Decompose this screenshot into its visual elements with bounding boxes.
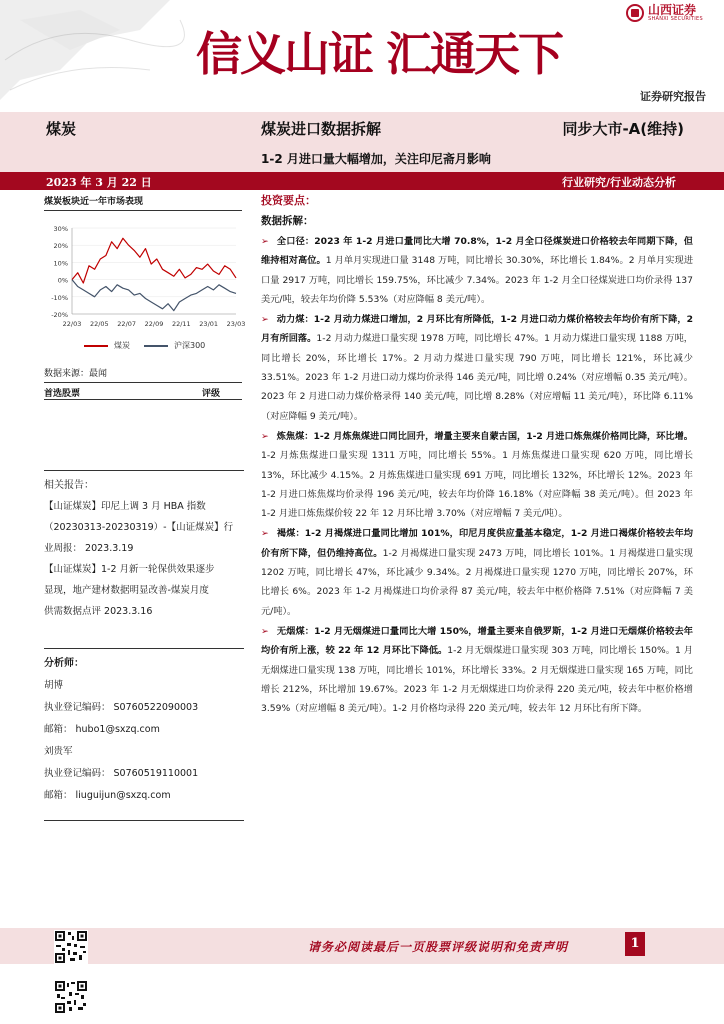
chart-legend: [84, 340, 219, 351]
y-tick-label: -20%: [51, 311, 68, 319]
paragraph-thermal: [261, 310, 693, 426]
related-report-1[interactable]: 【山证煤炭】印尼上调 3 月 HBA 指数: [44, 501, 206, 512]
logo-icon: [626, 4, 644, 22]
report-category: 行业研究/行业动态分析: [561, 176, 676, 189]
x-tick-label: 22/05: [89, 320, 109, 328]
series-line-hs300: [72, 280, 236, 311]
related-report-2-line2: 显现，地产建材数据明显改善-煤炭月度: [44, 585, 209, 596]
legend-swatch-hs300: [144, 345, 168, 347]
analysts-divider: [44, 820, 244, 821]
section-title: 投资要点：: [261, 194, 316, 207]
qr-code-icon[interactable]: [54, 930, 88, 964]
arrow-icon: ➢: [261, 314, 269, 326]
analysts-block: [44, 648, 244, 807]
qr-code-icon[interactable]: [54, 980, 88, 1014]
company-logo: [626, 4, 703, 22]
analyst-2-code: 执业登记编码： S0760519110001: [44, 768, 199, 779]
analyst-2-email[interactable]: 邮箱： liuguijun@sxzq.com: [44, 790, 171, 801]
arrow-icon: ➢: [261, 236, 269, 247]
paragraph-anthracite-text: 1-2 月无烟煤进口量实现 303 万吨，同比增长 150%。1 月无烟煤进口量实现 138 万吨，同比增长 101%，环比增长 33%。2 月无烟煤进口量实现 165 万吨，同比增长 212%，环比增加 19.67%。2023 年 1-2 月无烟煤进口均价录得 220 美元/吨，较去年中枢价格增 3.59%（对应增幅 8 美元/吨）。1-2 月价格均录得 220 美元/吨，较去年 12 月环比有所下降。: [261, 645, 693, 715]
paragraph-overall-text: 1 月单月实现进口量 3148 万吨，同比增长 30.30%，环比增长 1.84%。2 月单月实现进口量 2917 万吨，同比增长 159.75%，环比减少 7.34%。2023 年 1-2 月全口径煤炭进口均价录得 137 美元/吨，较去年均价降 5.53%（对应降幅 8 美元/吨）。: [261, 255, 694, 305]
arrow-icon: ➢: [261, 430, 269, 442]
picks-header-label: 首选股票: [44, 389, 81, 399]
sub-title: 数据拆解：: [261, 215, 314, 227]
related-report-2[interactable]: 【山证煤炭】1-2 月新一轮保供效果逐步: [44, 564, 215, 575]
main-body: [261, 192, 693, 719]
paragraph-thermal-lead: 动力煤：1-2 月动力煤进口增加，2 月环比有所降低，1-2 月进口动力煤价格较去年均价有所下降，2 月有所回落。: [261, 314, 693, 345]
analyst-1-name: 胡博: [44, 680, 64, 691]
report-type: 证券研究报告: [640, 90, 706, 103]
analyst-1-code: 执业登记编码： S0760522090003: [44, 702, 199, 713]
paragraph-coking-text: 1-2 月炼焦煤进口量实现 1311 万吨，同比增长 55%。1 月炼焦煤进口量实现 620 万吨，同比增长 13%，环比减少 4.15%。2 月炼焦煤进口量实现 691 万吨，同比增长 132%，环比增长 12%。2023 年 1-2 月进口炼焦煤均价录得 196 美元/吨，较去年均价降 16.18%（对应降幅 38 美元/吨）。但 2023 年 1-2 月进口炼焦煤价较 22 年 12 月环比增 3.70%（对应增幅 7 美元/吨）。: [261, 450, 693, 520]
x-tick-label: 22/09: [144, 320, 164, 328]
analysts-label: 分析师：: [44, 658, 84, 669]
y-tick-label: -10%: [51, 293, 68, 302]
stock-picks-header: [44, 382, 242, 400]
paragraph-lignite-lead: 褐煤：1-2 月褐煤进口量同比增加 101%，印尼月度供应量基本稳定，1-2 月进口褐煤价格较去年均价有所下降，但仍维持高位。: [261, 528, 693, 559]
paragraph-coking-lead: 炼焦煤：1-2 月炼焦煤进口同比回升，增量主要来自蒙古国，1-2 月进口炼焦煤价格同比降，环比增。: [276, 430, 693, 442]
report-title: 煤炭进口数据拆解: [261, 120, 382, 138]
related-report-2-line3: 供需数据点评 2023.3.16: [44, 606, 153, 617]
paragraph-lignite: [261, 524, 693, 620]
chart-title: 煤炭板块近一年市场表现: [44, 197, 144, 207]
rating-label: 同步大市-A(维持): [562, 120, 684, 138]
page-number: 1: [625, 932, 645, 956]
performance-chart: [44, 222, 246, 334]
y-tick-label: 10%: [53, 259, 68, 268]
y-tick-label: 20%: [53, 242, 68, 251]
rating-header-label: 评级: [202, 389, 221, 399]
industry-label: 煤炭: [46, 120, 77, 138]
legend-label-hs300: 沪深300: [174, 341, 206, 350]
legend-label-coal: 煤炭: [114, 341, 130, 350]
x-tick-label: 22/11: [171, 320, 191, 328]
data-source: 数据来源：最闻: [44, 369, 108, 379]
related-report-1-line2: （20230313-20230319）-【山证煤炭】行: [44, 522, 234, 533]
paragraph-overall: [261, 232, 693, 309]
analyst-2-name: 刘贵军: [44, 746, 73, 757]
paragraph-thermal-text: 1-2 月动力煤进口量实现 1978 万吨，同比增长 47%。1 月动力煤进口量实现 1188 万吨，同比增长 20%，环比增长 17%。2 月动力煤进口量实现 790 万吨，同比增长 121%，环比减少 33.51%。2023 年 1-2 月进口动力煤均价录得 146 美元/吨，同比增 0.24%（对应增幅 0.35 美元/吨）。2023 年 2 月进口动力煤价格录得 140 美元/吨，同比增 8.28%（对应增幅 11 美元/吨），环比降 6.11%（对应降幅 9 美元/吨）。: [261, 333, 693, 422]
paragraph-anthracite: [261, 622, 693, 718]
legend-item-hs300: [144, 340, 205, 351]
x-tick-label: 23/01: [199, 320, 219, 328]
x-tick-label: 22/07: [117, 320, 137, 328]
related-report-1-line3: 业周报： 2023.3.19: [44, 543, 134, 554]
related-label: 相关报告：: [44, 480, 94, 491]
logo-subtext: SHANXI SECURITIES: [648, 16, 703, 22]
arrow-icon: ➢: [261, 528, 269, 540]
report-date: 2023 年 3 月 22 日: [46, 176, 152, 189]
y-tick-label: 30%: [53, 225, 68, 233]
disclaimer-notice[interactable]: 请务必阅读最后一页股票评级说明和免责声明: [308, 940, 569, 954]
paragraph-overall-lead: 全口径：2023 年 1-2 月进口量同比大增 70.8%，1-2 月全口径煤炭进口价格较去年同期下降，但维持相对高位。: [261, 236, 693, 267]
y-tick-label: 0%: [57, 276, 68, 285]
x-tick-label: 23/03: [226, 320, 246, 328]
paragraph-anthracite-lead: 无烟煤：1-2 月无烟煤进口量同比大增 150%，增量主要来自俄罗斯，1-2 月进口无烟煤价格较去年均价有所上涨，较 22 年 12 月环比下降低。: [261, 625, 693, 657]
legend-item-coal: [84, 340, 130, 351]
x-tick-label: 22/03: [62, 320, 82, 328]
paragraph-lignite-text: 1-2 月褐煤进口量实现 2473 万吨，同比增长 101%。1 月褐煤进口量实现 1202 万吨，同比增长 47%，环比减少 9.34%。2 月褐煤进口量实现 1270 万吨，同比增长 207%，环比增长 6%。2023 年 1-2 月褐煤进口均价录得 87 美元/吨，较去年中枢价格降 7.51%（对应降幅 7 美元/吨）。: [261, 547, 693, 617]
related-reports: [44, 470, 244, 622]
logo-name: 山西证券: [648, 3, 697, 17]
report-subtitle: 1-2 月进口量大幅增加，关注印尼斋月影响: [261, 152, 491, 166]
page-header: [0, 0, 724, 112]
analyst-1-email[interactable]: 邮箱： hubo1@sxzq.com: [44, 724, 160, 735]
paragraph-coking: [261, 427, 693, 523]
legend-swatch-coal: [84, 345, 108, 347]
arrow-icon: ➢: [261, 625, 269, 637]
header-slogan: 信义山证 汇通天下: [196, 27, 563, 81]
